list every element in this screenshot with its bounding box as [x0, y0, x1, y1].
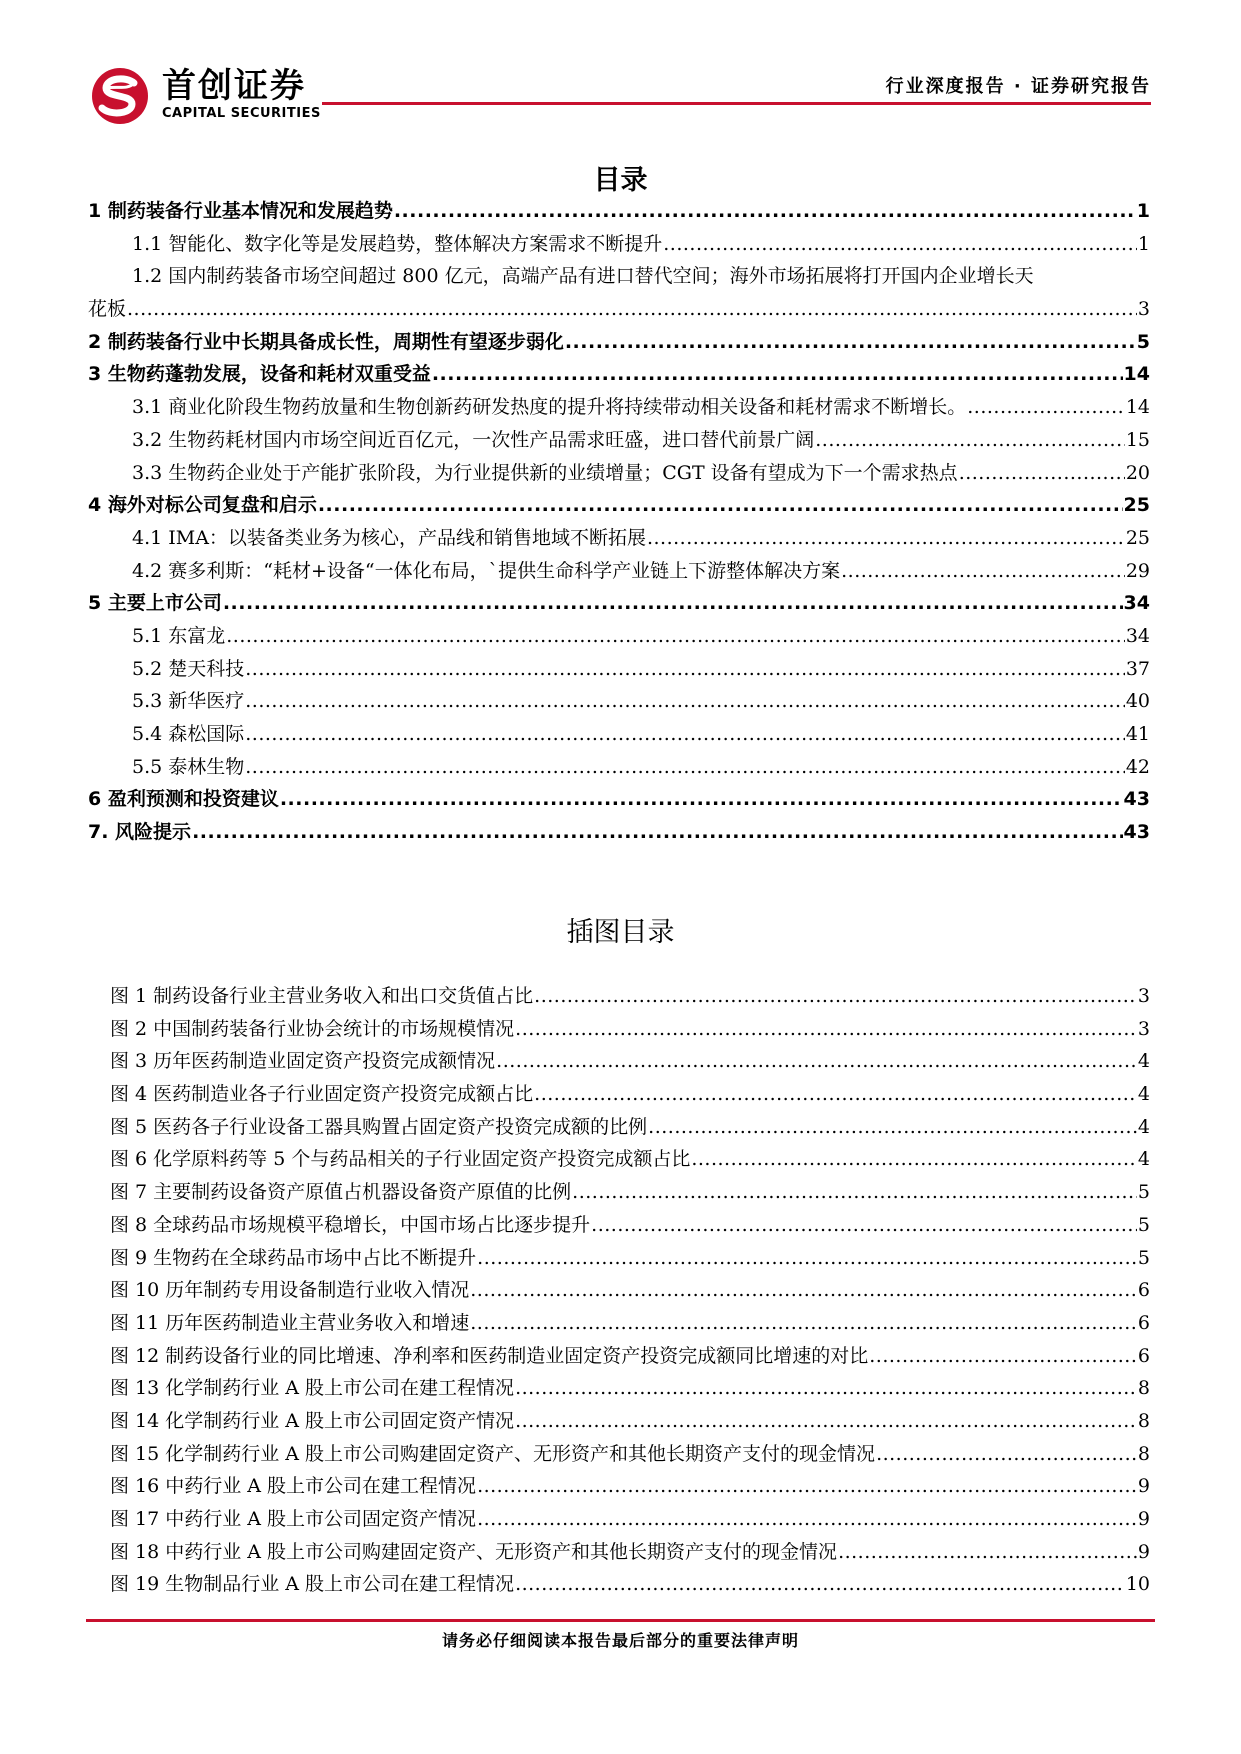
figure-item-title: 图 2 中国制药装备行业协会统计的市场规模情况	[110, 1017, 515, 1040]
figure-item[interactable]	[110, 1143, 1150, 1176]
toc-item-page: 40	[1125, 690, 1150, 713]
figure-item-title: 图 14 化学制药行业 A 股上市公司固定资产情况	[110, 1409, 515, 1432]
toc-title: 目录	[593, 165, 648, 196]
figure-item[interactable]	[110, 1438, 1150, 1471]
toc-item-page: 1	[1137, 232, 1150, 255]
footer-divider	[86, 1619, 1155, 1622]
toc-leader-dots	[318, 489, 1123, 522]
figure-leader-dots	[591, 1209, 1137, 1242]
toc-item[interactable]	[88, 718, 1150, 751]
figure-item-title: 图 9 生物药在全球药品市场中占比不断提升	[110, 1246, 477, 1269]
toc-item[interactable]	[88, 816, 1150, 849]
toc-item-title: 3.3 生物药企业处于产能扩张阶段，为行业提供新的业绩增量；CGT 设备有望成为下一个需求热点	[132, 461, 958, 484]
toc-item[interactable]	[88, 751, 1150, 784]
figure-item-title: 图 6 化学原料药等 5 个与药品相关的子行业固定资产投资完成额占比	[110, 1148, 691, 1171]
figure-item-title: 图 13 化学制药行业 A 股上市公司在建工程情况	[110, 1377, 515, 1400]
toc-item-page: 20	[1125, 461, 1150, 484]
figure-leader-dots	[477, 1242, 1137, 1275]
figure-item-page: 6	[1137, 1344, 1150, 1367]
figure-item-title: 图 7 主要制药设备资产原值占机器设备资产原值的比例	[110, 1181, 572, 1204]
toc-leader-dots	[663, 228, 1137, 261]
toc-item[interactable]	[88, 358, 1150, 391]
figure-item-title: 图 11 历年医药制造业主营业务收入和增速	[110, 1311, 470, 1334]
toc-item[interactable]	[88, 195, 1150, 228]
report-type: 行业深度报告 · 证券研究报告	[885, 76, 1151, 97]
toc-leader-dots	[565, 326, 1136, 359]
figure-item[interactable]	[110, 980, 1150, 1013]
toc-item[interactable]	[88, 228, 1150, 261]
toc-leader-dots	[815, 424, 1125, 457]
toc-item-page: 14	[1123, 363, 1150, 386]
figure-leader-dots	[477, 1470, 1137, 1503]
figure-item-title: 图 1 制药设备行业主营业务收入和出口交货值占比	[110, 985, 534, 1007]
toc-item[interactable]	[88, 620, 1150, 653]
toc-item[interactable]	[88, 457, 1150, 490]
page-header	[0, 0, 1241, 130]
figure-list	[110, 980, 1150, 1601]
toc-leader-dots	[223, 587, 1123, 620]
figure-item[interactable]	[110, 1568, 1150, 1601]
toc-item-page: 34	[1125, 624, 1150, 647]
figure-item-page: 3	[1137, 1017, 1150, 1040]
figure-item-title: 图 18 中药行业 A 股上市公司购建固定资产、无形资产和其他长期资产支付的现金情况	[110, 1540, 838, 1563]
figure-item-title: 图 10 历年制药专用设备制造行业收入情况	[110, 1279, 470, 1302]
toc-item-title: 1.2 国内制药装备市场空间超过 800 亿元，高端产品有进口替代空间；海外市场拓展将打开国内企业增长天	[132, 265, 1034, 288]
figure-item[interactable]	[110, 1111, 1150, 1144]
figure-item[interactable]	[110, 1307, 1150, 1340]
toc-leader-dots	[245, 685, 1125, 718]
toc-item[interactable]	[88, 424, 1150, 457]
toc-leader-dots	[841, 555, 1125, 588]
figure-item-page: 9	[1137, 1508, 1150, 1530]
figure-leader-dots	[515, 1013, 1137, 1046]
figure-leader-dots	[869, 1340, 1137, 1373]
toc-leader-dots	[280, 783, 1123, 816]
figure-item[interactable]	[110, 1405, 1150, 1438]
figure-item-page: 4	[1137, 1050, 1150, 1073]
figure-leader-dots	[572, 1176, 1137, 1209]
toc-item-title: 4.1 IMA：以装备类业务为核心，产品线和销售地域不断拓展	[132, 526, 646, 549]
figure-item-page: 10	[1125, 1573, 1150, 1596]
toc-item-page: 25	[1123, 494, 1150, 517]
figure-leader-dots	[691, 1143, 1137, 1176]
figure-leader-dots	[876, 1438, 1137, 1471]
brand-name-en: CAPITAL SECURITIES	[162, 106, 321, 121]
figure-item[interactable]	[110, 1045, 1150, 1078]
toc-leader-dots	[127, 293, 1137, 326]
toc-item-title: 3 生物药蓬勃发展，设备和耗材双重受益	[88, 363, 431, 386]
figure-leader-dots	[496, 1045, 1137, 1078]
figure-item-title: 图 19 生物制品行业 A 股上市公司在建工程情况	[110, 1573, 515, 1596]
figure-item[interactable]	[110, 1340, 1150, 1373]
figure-leader-dots	[648, 1111, 1137, 1144]
figure-leader-dots	[470, 1274, 1137, 1307]
figure-leader-dots	[515, 1568, 1125, 1601]
toc-item[interactable]	[88, 685, 1150, 718]
toc-item-page: 34	[1123, 592, 1150, 615]
figure-item-page: 8	[1137, 1377, 1150, 1400]
toc-item-page: 3	[1137, 298, 1150, 321]
table-of-contents	[88, 195, 1150, 849]
toc-item-title: 5.2 楚天科技	[132, 657, 245, 680]
figure-item-title: 图 4 医药制造业各子行业固定资产投资完成额占比	[110, 1083, 534, 1106]
figure-item-page: 4	[1137, 1115, 1150, 1138]
toc-item-title: 7. 风险提示	[88, 821, 192, 844]
toc-item-title: 3.1 商业化阶段生物药放量和生物创新药研发热度的提升将持续带动相关设备和耗材需求不断增长。	[132, 396, 967, 419]
figure-item[interactable]	[110, 1536, 1150, 1569]
figure-leader-dots	[515, 1372, 1137, 1405]
toc-item-title: 6 盈利预测和投资建议	[88, 788, 279, 811]
figure-item-page: 5	[1137, 1246, 1150, 1269]
toc-item-title: 4 海外对标公司复盘和启示	[88, 494, 317, 517]
toc-item-title: 花板	[88, 298, 127, 321]
capital-securities-logo-icon	[88, 66, 152, 126]
figure-leader-dots	[534, 1078, 1137, 1111]
figure-item[interactable]	[110, 1503, 1150, 1536]
toc-item-title: 5.3 新华医疗	[132, 690, 245, 713]
toc-item[interactable]	[88, 293, 1150, 326]
legal-disclaimer: 请务必仔细阅读本报告最后部分的重要法律声明	[441, 1631, 799, 1650]
figure-item-title: 图 15 化学制药行业 A 股上市公司购建固定资产、无形资产和其他长期资产支付的现金情况	[110, 1442, 876, 1465]
toc-item-page: 43	[1123, 821, 1150, 844]
figure-item-title: 图 8 全球药品市场规模平稳增长，中国市场占比逐步提升	[110, 1213, 591, 1236]
figure-item-page: 8	[1137, 1442, 1150, 1465]
toc-item-page: 5	[1136, 330, 1150, 353]
toc-leader-dots	[967, 391, 1125, 424]
toc-item[interactable]	[88, 522, 1150, 555]
figure-item-page: 6	[1137, 1279, 1150, 1302]
toc-leader-dots	[226, 620, 1125, 653]
figure-item[interactable]	[110, 1242, 1150, 1275]
toc-leader-dots	[245, 653, 1125, 686]
toc-item-title: 3.2 生物药耗材国内市场空间近百亿元，一次性产品需求旺盛，进口替代前景广阔	[132, 428, 815, 451]
figure-item-page: 5	[1137, 1181, 1150, 1204]
toc-item-title: 4.2 赛多利斯：“耗材+设备“一体化布局，`提供生命科学产业链上下游整体解决方案	[132, 559, 841, 582]
figure-item-page: 3	[1137, 985, 1150, 1007]
toc-leader-dots	[647, 522, 1125, 555]
toc-item-title: 5 主要上市公司	[88, 592, 222, 615]
figure-item[interactable]	[110, 1176, 1150, 1209]
figure-leader-dots	[470, 1307, 1137, 1340]
toc-item-page: 25	[1125, 526, 1150, 549]
figure-item[interactable]	[110, 1209, 1150, 1242]
toc-item-title: 5.5 泰林生物	[132, 755, 245, 778]
toc-item-page: 15	[1125, 428, 1150, 451]
figure-item-title: 图 5 医药各子行业设备工器具购置占固定资产投资完成额的比例	[110, 1115, 648, 1138]
toc-item-page: 29	[1125, 559, 1150, 582]
toc-leader-dots	[245, 751, 1125, 784]
figure-item-page: 8	[1137, 1409, 1150, 1432]
figure-item-title: 图 17 中药行业 A 股上市公司固定资产情况	[110, 1508, 477, 1530]
toc-item-page: 42	[1125, 755, 1150, 778]
figure-leader-dots	[534, 980, 1137, 1013]
header-divider	[322, 102, 1151, 105]
toc-item[interactable]	[88, 653, 1150, 686]
figure-item-title: 图 12 制药设备行业的同比增速、净利率和医药制造业固定资产投资完成额同比增速的对比	[110, 1344, 869, 1367]
figure-item[interactable]	[110, 1274, 1150, 1307]
toc-item[interactable]	[88, 326, 1150, 359]
figure-leader-dots	[838, 1536, 1137, 1569]
figure-item-page: 6	[1137, 1311, 1150, 1334]
figure-leader-dots	[477, 1503, 1137, 1536]
toc-item-page: 14	[1125, 396, 1150, 419]
toc-leader-dots	[192, 816, 1122, 849]
toc-item[interactable]	[88, 783, 1150, 816]
figure-item[interactable]	[110, 1013, 1150, 1046]
toc-item-title: 2 制药装备行业中长期具备成长性，周期性有望逐步弱化	[88, 330, 564, 353]
figure-item[interactable]	[110, 1078, 1150, 1111]
toc-item[interactable]	[88, 555, 1150, 588]
figure-item-page: 4	[1137, 1083, 1150, 1106]
figure-leader-dots	[515, 1405, 1137, 1438]
toc-item-title: 1.1 智能化、数字化等是发展趋势，整体解决方案需求不断提升	[132, 232, 663, 255]
figure-item-title: 图 16 中药行业 A 股上市公司在建工程情况	[110, 1475, 477, 1498]
toc-item-page: 43	[1123, 788, 1150, 811]
figure-item-page: 9	[1137, 1540, 1150, 1563]
toc-item-title: 5.1 东富龙	[132, 624, 226, 647]
toc-item[interactable]	[88, 391, 1150, 424]
toc-item-page: 41	[1125, 723, 1150, 745]
brand-name-cn: 首创证券	[162, 66, 306, 106]
toc-item-title: 1 制药装备行业基本情况和发展趋势	[88, 200, 393, 222]
toc-leader-dots	[959, 457, 1125, 490]
figure-item-page: 5	[1137, 1213, 1150, 1236]
toc-item-page: 1	[1136, 200, 1150, 222]
toc-item[interactable]	[88, 260, 1150, 293]
figure-item[interactable]	[110, 1372, 1150, 1405]
figure-list-title: 插图目录	[566, 917, 675, 948]
toc-item[interactable]	[88, 587, 1150, 620]
toc-leader-dots	[245, 718, 1125, 751]
toc-item[interactable]	[88, 489, 1150, 522]
figure-item-page: 4	[1137, 1148, 1150, 1171]
toc-item-title: 5.4 森松国际	[132, 723, 245, 745]
toc-leader-dots	[394, 195, 1136, 228]
figure-item-title: 图 3 历年医药制造业固定资产投资完成额情况	[110, 1050, 496, 1073]
figure-item[interactable]	[110, 1470, 1150, 1503]
toc-item-page: 37	[1125, 657, 1150, 680]
toc-leader-dots	[432, 358, 1123, 391]
figure-item-page: 9	[1137, 1475, 1150, 1498]
